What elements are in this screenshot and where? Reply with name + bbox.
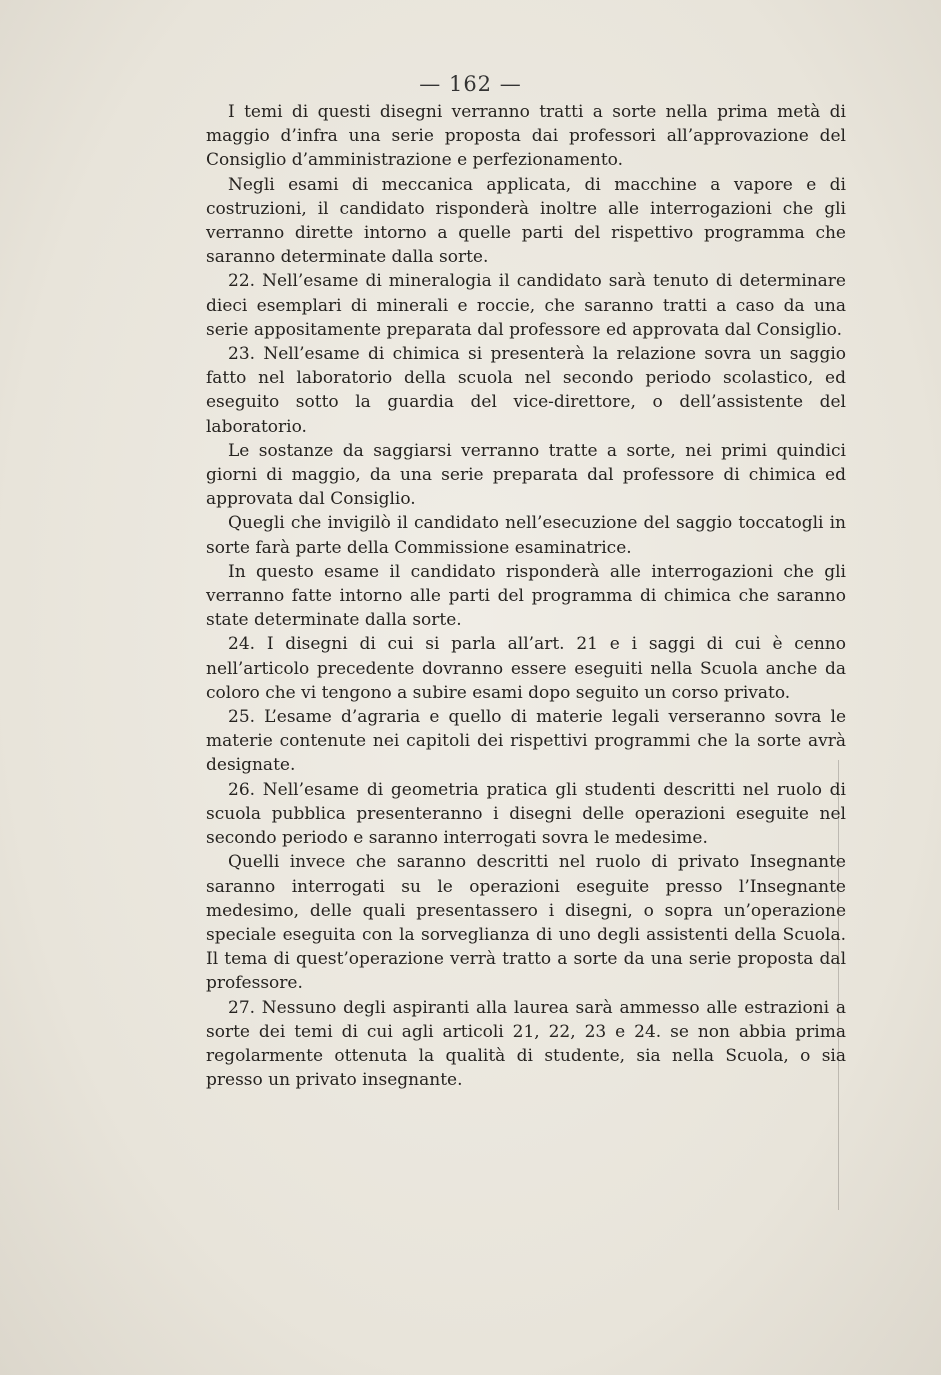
paragraph-art-25: 25. L’esame d’agraria e quello di materie legali verseranno sovra le materie contenute nei capitoli dei rispettivi programmi che la sorte avrà designate. [206, 707, 846, 776]
paragraph-art-27: 27. Nessuno degli aspiranti alla laurea sarà ammesso alle estrazioni a sorte dei temi di cui agli articoli 21, 22, 23 e 24. se non abbia prima regolarmente ottenuta la qualità di studente, sia nella Scuola, o sia presso un privato insegnante. [206, 997, 846, 1091]
page-number: — 162 — [419, 72, 522, 96]
paragraph-art-23: 23. Nell’esame di chimica si presenterà la relazione sovra un saggio fatto nel laboratorio della scuola nel secondo periodo scolastico, ed eseguito sotto la guardia del vice-direttore, o dell’assistente del laboratorio. [206, 344, 846, 437]
paragraph-meccanica: Negli esami di meccanica applicata, di macchine a vapore e di costruzioni, il candidato risponderà inoltre alle interrogazioni che gli verranno dirette intorno a quelle parti del rispettivo programma che saranno determinate dalla sorte. [206, 174, 846, 268]
paragraph-invigilo: Quegli che invigilò il candidato nell’esecuzione del saggio toccatogli in sorte farà parte della Commissione esaminatrice. [206, 513, 846, 558]
body-text [206, 100, 846, 1092]
paragraph-privato-insegnante: Quelli invece che saranno descritti nel ruolo di privato Insegnante saranno interrogati su le operazioni eseguite presso l’Insegnante medesimo, delle quali presentassero i disegni, o sopra un’operazione speciale eseguita con la sorveglianza di uno degli assistenti della Scuola. Il tema di quest’operazione verrà tratto a sorte da una serie proposta dal professore. [206, 852, 846, 994]
binding-shadow-line [838, 760, 839, 1210]
paragraph-art-26: 26. Nell’esame di geometria pratica gli studenti descritti nel ruolo di scuola pubblica presenteranno i disegni delle operazioni eseguite nel secondo periodo e saranno interrogati sovra le medesime. [206, 779, 846, 849]
paragraph-chimica-interrogazioni: In questo esame il candidato risponderà alle interrogazioni che gli verranno fatte intorno alle parti del programma di chimica che saranno state determinate dalla sorte. [206, 561, 846, 631]
paragraph-art-22: 22. Nell’esame di mineralogia il candidato sarà tenuto di determinare dieci esemplari di minerali e roccie, che saranno tratti a caso da una serie appositamente preparata dal professore ed approvata dal Consiglio. [206, 271, 846, 340]
paragraph-temi-disegni: I temi di questi disegni verranno tratti a sorte nella prima metà di maggio d’infra una serie proposta dai professori all’approvazione del Consiglio d’amministrazione e perfezionamento. [206, 102, 846, 171]
paragraph-sostanze: Le sostanze da saggiarsi verranno tratte a sorte, nei primi quindici giorni di maggio, da una serie preparata dal professore di chimica ed approvata dal Consiglio. [206, 440, 846, 510]
paragraph-art-24: 24. I disegni di cui si parla all’art. 21 e i saggi di cui è cenno nell’articolo precedente dovranno essere eseguiti nella Scuola anche da coloro che vi tengono a subire esami dopo seguito un corso privato. [206, 634, 846, 703]
